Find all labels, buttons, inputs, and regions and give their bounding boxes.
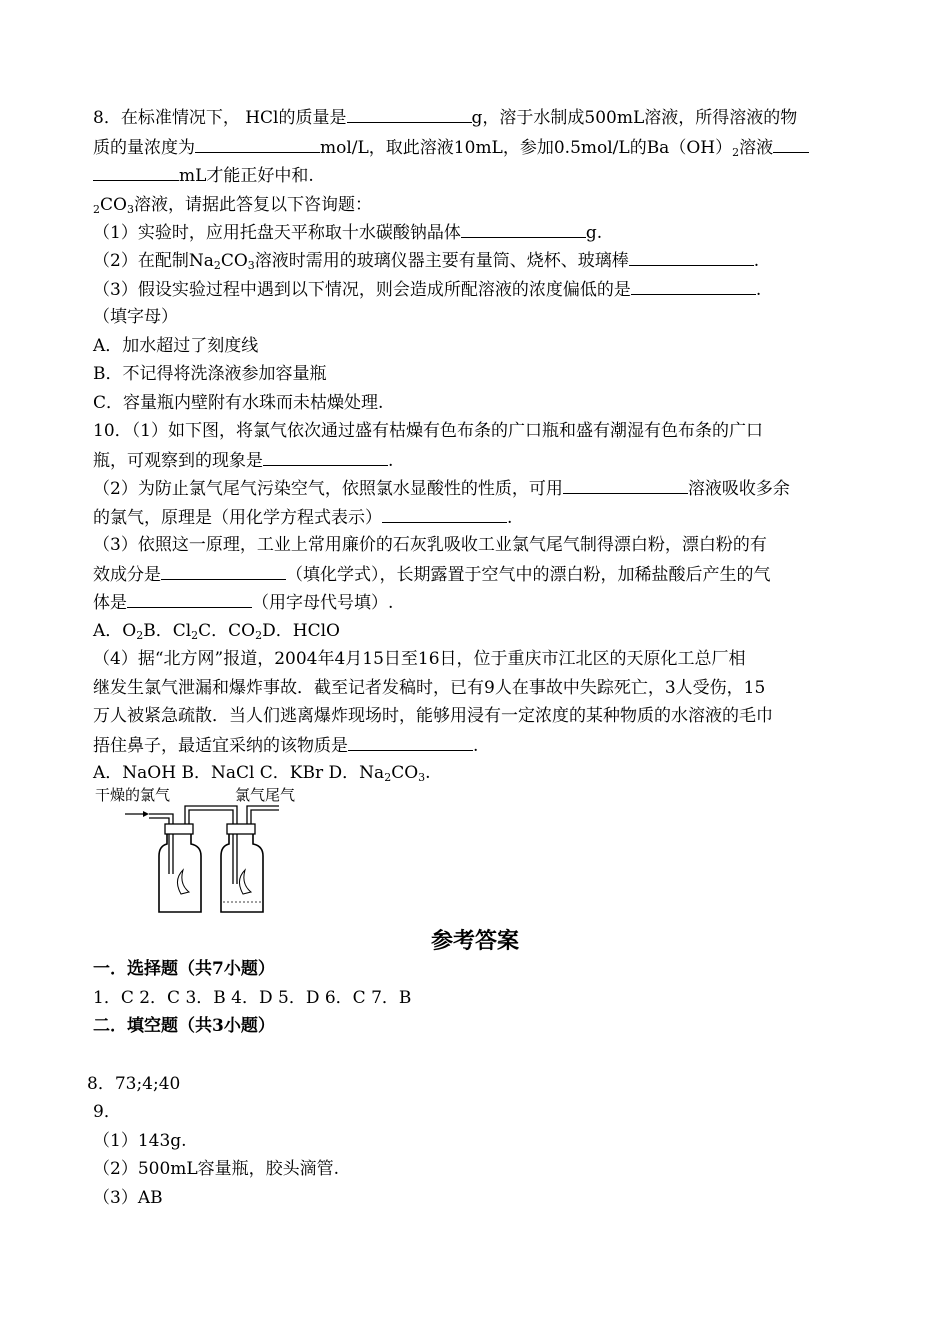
q9-text: . bbox=[753, 251, 760, 271]
stopper bbox=[227, 824, 255, 834]
outlet-tube bbox=[251, 810, 279, 824]
answer-blank[interactable] bbox=[348, 734, 473, 751]
inlet-arrow-head bbox=[143, 811, 149, 817]
answer-9-3: （3）AB bbox=[93, 1188, 163, 1208]
answer-blank[interactable] bbox=[382, 506, 507, 523]
cloth-strip bbox=[239, 870, 251, 894]
subscript: 2 bbox=[255, 629, 263, 642]
q9-text: . bbox=[755, 280, 762, 300]
q10-line-3 bbox=[93, 477, 790, 500]
q10-text: . bbox=[473, 736, 479, 756]
stopper bbox=[165, 824, 193, 834]
q10-text: 瓶，可观察到的现象是 bbox=[93, 451, 263, 471]
q9-text: （3）假设实验过程中遇到以下情况，则会造成所配溶液的浓度偏低的是 bbox=[93, 280, 631, 300]
option-text: A．NaOH B．NaCl C．KBr D．Na bbox=[93, 763, 385, 783]
q10-line-10: 万人被紧急疏散．当人们逃离爆炸现场时，能够用浸有一定浓度的某种物质的水溶液的毛巾 bbox=[93, 706, 773, 726]
q10-text: 的氯气，原理是（用化学方程式表示） bbox=[93, 508, 382, 528]
fig-label-dry-chlorine: 干燥的氯气 bbox=[95, 786, 171, 804]
q8-line-1 bbox=[93, 106, 797, 129]
subscript: 2 bbox=[732, 146, 740, 159]
q9-text: CO bbox=[100, 195, 127, 215]
subscript: 2 bbox=[384, 771, 392, 784]
answer-blank[interactable] bbox=[631, 278, 756, 295]
answer-blank[interactable] bbox=[93, 164, 179, 181]
answer-blank[interactable] bbox=[195, 136, 320, 153]
q8-text: mol/L，取此溶液10mL，参加0.5mol/L的Ba（OH） bbox=[320, 138, 733, 158]
q8-line-2 bbox=[93, 136, 809, 159]
option-text: A．O bbox=[93, 621, 137, 641]
subscript: 2 bbox=[136, 629, 144, 642]
q8-line-3 bbox=[93, 164, 314, 187]
answer-key-title: 参考答案 bbox=[430, 928, 519, 954]
q9-text: （2）在配制Na bbox=[93, 251, 214, 271]
q10-line-8: （4）据“北方网”报道，2004年4月15日至16日，位于重庆市江北区的天原化工总厂相 bbox=[93, 649, 746, 669]
connector-tube bbox=[189, 810, 233, 884]
q9-sub-2 bbox=[93, 249, 759, 272]
q10-line-5: （3）依照这一原理，工业上常用廉价的石灰乳吸收工业氯气尾气制得漂白粉，漂白粉的有 bbox=[93, 535, 767, 555]
q10-text: （用字母代号填）. bbox=[252, 593, 394, 613]
subscript: 3 bbox=[126, 203, 134, 216]
q9-text: （1）实验时，应用托盘天平称取十水碳酸钠晶体 bbox=[93, 223, 461, 243]
q10-text: （2）为防止氯气尾气污染空气，依照氯水显酸性的性质，可用 bbox=[93, 479, 563, 499]
subscript: 2 bbox=[191, 629, 199, 642]
subscript: 2 bbox=[213, 259, 221, 272]
q9-sub-1 bbox=[93, 221, 602, 244]
answer-9-2: （2）500mL容量瓶，胶头滴管. bbox=[93, 1159, 340, 1179]
q9-option-a: A．加水超过了刻度线 bbox=[93, 336, 259, 356]
answer-blank[interactable] bbox=[629, 249, 754, 266]
gas-bottles-diagram bbox=[93, 784, 323, 919]
option-text: . bbox=[425, 763, 431, 783]
q8-text: 溶液 bbox=[739, 138, 774, 158]
option-text: CO bbox=[391, 763, 419, 783]
subscript: 3 bbox=[247, 259, 255, 272]
answer-9: 9． bbox=[93, 1102, 121, 1122]
q9-text: g. bbox=[585, 223, 603, 243]
q9-option-c: C．容量瓶内壁附有水珠而未枯燥处理. bbox=[93, 393, 384, 413]
option-text: C．CO bbox=[198, 621, 256, 641]
q9-option-b: B．不记得将洗涤液参加容量瓶 bbox=[93, 364, 327, 384]
section-heading-fill: 二．填空题（共3小题） bbox=[93, 1016, 275, 1036]
q10-text: （填化学式），长期露置于空气中的漂白粉，加稀盐酸后产生的气 bbox=[286, 565, 771, 585]
answer-blank[interactable] bbox=[773, 136, 809, 153]
q10-text: 捂住鼻子，最适宜采纳的该物质是 bbox=[93, 736, 348, 756]
q9-text: 溶液，请据此答复以下咨询题： bbox=[133, 195, 372, 215]
q10-text: . bbox=[388, 451, 394, 471]
answer-blank[interactable] bbox=[563, 477, 688, 494]
q10-options-2 bbox=[93, 762, 431, 784]
q10-text: . bbox=[507, 508, 513, 528]
section-heading-choice: 一．选择题（共7小题） bbox=[93, 959, 275, 979]
q10-line-4 bbox=[93, 506, 512, 529]
q10-line-11 bbox=[93, 734, 478, 757]
subscript: 2 bbox=[93, 203, 100, 216]
q10-line-9: 继发生氯气泄漏和爆炸事故．截至记者发稿时，已有9人在事故中失踪死亡，3人受伤，15 bbox=[93, 678, 766, 698]
q9-text: 溶液时需用的玻璃仪器主要有量筒、烧杯、玻璃棒 bbox=[254, 251, 629, 271]
q8-text: 8．在标准情况下， HCl的质量是 bbox=[93, 108, 347, 128]
q8-text: g，溶于水制成500mL溶液，所得溶液的物 bbox=[471, 108, 798, 128]
answer-blank[interactable] bbox=[347, 106, 472, 123]
answer-blank[interactable] bbox=[263, 449, 388, 466]
q10-text: 体是 bbox=[93, 593, 127, 613]
apparatus-figure bbox=[93, 784, 323, 923]
fig-label-tail-gas: 氯气尾气 bbox=[235, 786, 296, 804]
q10-line-7 bbox=[93, 591, 393, 614]
q9-fill-hint: （填字母） bbox=[93, 307, 178, 327]
cloth-strip bbox=[177, 870, 189, 894]
option-text: B．Cl bbox=[143, 621, 192, 641]
answer-blank[interactable] bbox=[161, 563, 286, 580]
answer-blank[interactable] bbox=[127, 591, 252, 608]
q9-sub-3 bbox=[93, 278, 761, 301]
subscript: 3 bbox=[418, 771, 426, 784]
q8-text: mL才能正好中和. bbox=[179, 166, 314, 186]
q10-options-1 bbox=[93, 620, 340, 642]
choice-answers: 1．C 2．C 3．B 4．D 5．D 6．C 7．B bbox=[93, 988, 412, 1008]
answer-blank[interactable] bbox=[461, 221, 586, 238]
answer-9-1: （1）143g. bbox=[93, 1131, 187, 1151]
q10-line-2 bbox=[93, 449, 393, 472]
q10-line-6 bbox=[93, 563, 771, 586]
q9-text: CO bbox=[220, 251, 248, 271]
outlet-tube bbox=[247, 806, 279, 824]
option-text: D．HClO bbox=[262, 621, 340, 641]
answer-8: 8．73;4;40 bbox=[87, 1074, 181, 1094]
q10-line-1: 10．（1）如下图，将氯气依次通过盛有枯燥有色布条的广口瓶和盛有潮湿有色布条的广口 bbox=[93, 421, 763, 441]
q8-text: 质的量浓度为 bbox=[93, 138, 195, 158]
q10-text: 溶液吸收多余 bbox=[687, 479, 790, 499]
q10-text: 效成分是 bbox=[93, 565, 161, 585]
q9-line-1 bbox=[93, 194, 372, 216]
